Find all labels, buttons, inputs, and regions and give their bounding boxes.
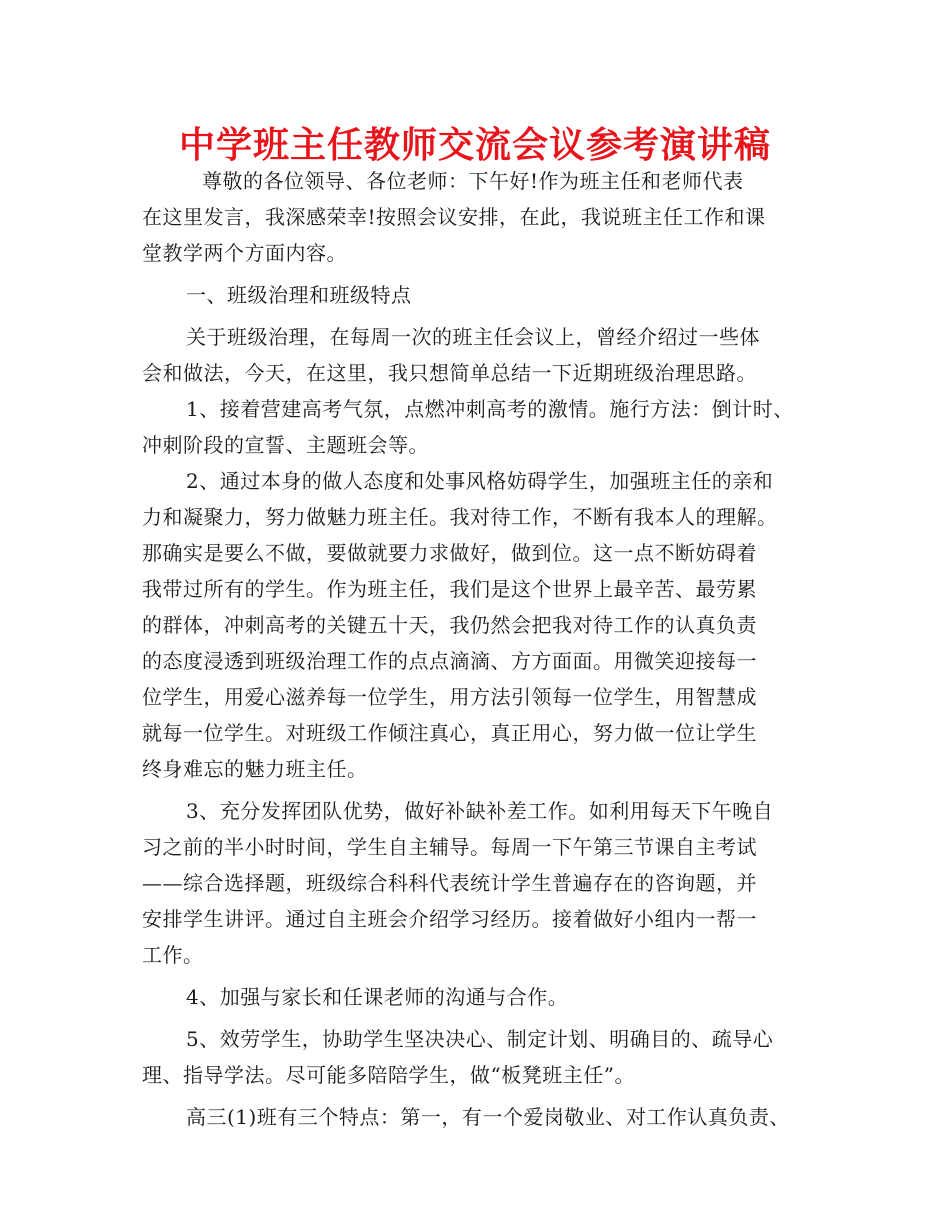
paragraph-line: 位学生，用爱心滋养每一位学生，用方法引领每一位学生，用智慧成 [142,685,757,709]
paragraph-line: 冲刺阶段的宣誓、主题班会等。 [142,433,429,457]
paragraph-line: 高三(1)班有三个特点：第一，有一个爱岗敬业、对工作认真负责、 [186,1105,790,1129]
paragraph-line: 我带过所有的学生。作为班主任，我们是这个世界上最辛苦、最劳累 [142,577,757,601]
paragraph-line: 3、充分发挥团队优势，做好补缺补差工作。如利用每天下午晚自 [186,799,774,823]
paragraph-line: 习之前的半小时时间，学生自主辅导。每周一下午第三节课自主考试 [142,835,757,859]
paragraph-line: 理、指导学法。尽可能多陪陪学生，做“板凳班主任”。 [142,1063,635,1087]
paragraph-line: 的群体，冲刺高考的关键五十天，我仍然会把我对待工作的认真负责 [142,613,757,637]
paragraph-line: 力和凝聚力，努力做魅力班主任。我对待工作，不断有我本人的理解。 [142,505,778,529]
paragraph-line: 在这里发言，我深感荣幸!按照会议安排，在此，我说班主任工作和课 [142,205,766,229]
paragraph-line: 关于班级治理，在每周一次的班主任会议上，曾经介绍过一些体 [186,325,760,349]
paragraph-line: 堂教学两个方面内容。 [142,241,347,265]
paragraph-line: 5、效劳学生，协助学生坚决决心、制定计划、明确目的、疏导心 [186,1027,774,1051]
paragraph-line: 1、接着营建高考气氛，点燃冲刺高考的激情。施行方法：倒计时、 [186,397,794,421]
document-body [142,163,822,1135]
paragraph-line: 4、加强与家长和任课老师的沟通与合作。 [186,985,569,1009]
paragraph-line: 终身难忘的魅力班主任。 [142,757,368,781]
paragraph-line: ——综合选择题，班级综合科科代表统计学生普遍存在的咨询题，并 [142,871,757,895]
paragraph-line: 工作。 [142,943,204,967]
paragraph-line: 就每一位学生。对班级工作倾注真心，真正用心，努力做一位让学生 [142,721,757,745]
paragraph-line: 会和做法，今天，在这里，我只想简单总结一下近期班级治理思路。 [142,361,757,385]
paragraph-line: 尊敬的各位领导、各位老师：下午好!作为班主任和老师代表 [202,169,744,193]
paragraph-line: 安排学生讲评。通过自主班会介绍学习经历。接着做好小组内一帮一 [142,907,757,931]
paragraph-line: 那确实是要么不做，要做就要力求做好，做到位。这一点不断妨碍着 [142,541,757,565]
section-heading: 一、班级治理和班级特点 [186,283,412,307]
paragraph-line: 的态度浸透到班级治理工作的点点滴滴、方方面面。用微笑迎接每一 [142,649,757,673]
document-title: 中学班主任教师交流会议参考演讲稿 [178,125,771,166]
paragraph-line: 2、通过本身的做人态度和处事风格妨碍学生，加强班主任的亲和 [186,469,774,493]
